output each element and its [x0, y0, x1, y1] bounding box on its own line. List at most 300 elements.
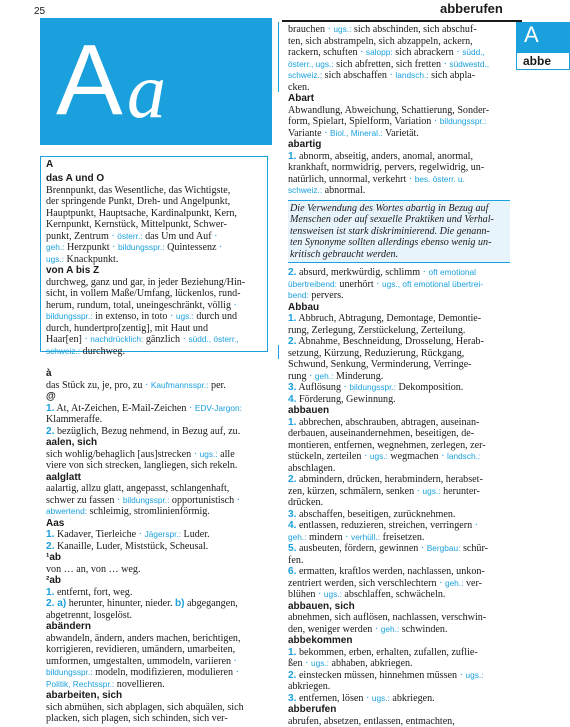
separator-dot: ·: [444, 59, 450, 70]
usage-label: ugs.:: [200, 449, 218, 459]
text-segment: schwinden.: [399, 624, 447, 635]
text-segment: derbauen, auseinandernehmen, beseitigen, de-: [288, 428, 474, 439]
usage-label: schweiz.:: [46, 346, 80, 356]
entry-line: [288, 371, 510, 383]
initial-letter-block: [40, 18, 272, 145]
separator-dot: ·: [219, 242, 222, 253]
text-segment: drücken.: [288, 497, 323, 508]
headword: abbauen, sich: [288, 601, 355, 612]
headword: abändern: [46, 621, 91, 632]
usage-label: Politik, Rechtsspr.:: [46, 679, 114, 689]
separator-dot: ·: [409, 174, 415, 185]
entry-line: [288, 647, 510, 659]
entry-line: [46, 702, 278, 714]
entry-line: [288, 116, 510, 128]
info-box: [40, 156, 268, 352]
usage-label: bildungsspr.:: [349, 382, 396, 392]
text-segment: viere von sich strecken, langliegen, sich rekeln.: [46, 460, 237, 471]
box-body: [46, 173, 267, 357]
entry-line: [46, 472, 278, 484]
separator-dot: ·: [344, 382, 350, 393]
separator-dot: ·: [441, 451, 447, 462]
text-segment: herunter, hinunter, nieder.: [66, 598, 175, 609]
separator-dot: ·: [328, 24, 334, 35]
usage-label: ugs.:: [46, 254, 64, 264]
usage-label: geh.:: [445, 578, 463, 588]
text-segment: einstecken müssen, hinnehmen müssen: [296, 670, 459, 681]
text-segment: novellieren.: [114, 679, 164, 690]
entry-line: [46, 277, 267, 289]
text-segment: Schwund, Senkung, Verminderung, Verringe-: [288, 359, 472, 370]
text-segment: korrigieren, revidieren, umändern, umarbeiten,: [46, 644, 235, 655]
sense-number: 1.: [288, 313, 296, 324]
text-segment: krankhaft, normwidrig, pervers, regelwidrig, un-: [288, 162, 484, 173]
entry-line: [46, 173, 267, 185]
text-segment: brauchen: [288, 24, 328, 35]
headword: Abbau: [288, 302, 319, 313]
text-segment: abmindern, drücken, herabmindern, herabset-: [296, 474, 482, 485]
separator-dot: ·: [434, 116, 440, 127]
usage-label: ugs.:: [333, 24, 351, 34]
entry-line: [46, 242, 267, 254]
text-segment: montieren, entfernen, wegnehmen, zerlegen, zer-: [288, 440, 486, 451]
sense-number: 2.: [288, 474, 296, 485]
separator-dot: ·: [389, 70, 395, 81]
text-segment: wegmachen: [388, 451, 441, 462]
entry-line: [46, 621, 278, 633]
text-segment: Förderung, Gewinnung.: [296, 394, 395, 405]
entry-line: [288, 635, 510, 647]
text-segment: fen.: [288, 555, 303, 566]
separator-dot: ·: [305, 658, 311, 669]
sense-number: 3.: [288, 693, 296, 704]
entry-line: [288, 70, 510, 82]
usage-label: landsch.:: [447, 451, 480, 461]
entry-line: [46, 208, 267, 220]
entry-line: [288, 509, 510, 521]
usage-label: Jägerspr.:: [145, 529, 181, 539]
text-segment: rackern, schuften: [288, 47, 360, 58]
text-segment: Brennpunkt, das Wesentliche, das Wichtigste,: [46, 185, 230, 196]
separator-dot: ·: [111, 231, 117, 242]
entry-line: [288, 716, 510, 727]
usage-label: Bergbau:: [427, 543, 461, 553]
entry-line: [288, 532, 510, 544]
separator-dot: ·: [214, 231, 217, 242]
entry-line: [46, 644, 278, 656]
entry-line: [46, 311, 267, 323]
entry-line: [288, 325, 510, 337]
entry-line: [288, 670, 510, 682]
text-segment: Abnahme, Beschneidung, Drosselung, Herab-: [296, 336, 484, 347]
text-segment: natürlich, unnormal, verkehrt: [288, 174, 409, 185]
column-right: [288, 24, 510, 727]
usage-label: Biol., Mineral.:: [330, 128, 383, 138]
entry-line: [288, 279, 510, 291]
text-segment: absurd, merkwürdig, schlimm: [296, 267, 422, 278]
sense-number: 6.: [288, 566, 296, 577]
usage-note-line: Die Verwendung des Wortes abartig in Bezug auf: [290, 203, 510, 215]
usage-label: Kaufmannsspr.:: [151, 380, 209, 390]
entry-line: [46, 185, 267, 197]
usage-label: geh.:: [381, 624, 399, 634]
sense-number: 2. a): [46, 598, 66, 609]
text-segment: sich abfretten, sich fretten: [334, 59, 444, 70]
entry-line: [46, 667, 278, 679]
text-segment: sich abpla-: [429, 70, 476, 81]
sense-number: 1.: [46, 529, 54, 540]
separator-dot: ·: [417, 486, 423, 497]
text-segment: abhaben, abkriegen.: [329, 658, 413, 669]
entry-line: [46, 368, 278, 380]
entry-line: [288, 474, 510, 486]
text-segment: rung: [288, 371, 309, 382]
entry-line: [288, 394, 510, 406]
separator-dot: ·: [145, 380, 151, 391]
text-segment: den, weniger werden: [288, 624, 375, 635]
entry-line: [46, 437, 278, 449]
entry-line: [288, 543, 510, 555]
sense-number: 2.: [46, 541, 54, 552]
entry-line: [46, 552, 278, 564]
usage-label: übertreibend:: [288, 279, 337, 289]
usage-label: südwestd.,: [449, 59, 489, 69]
sense-number: 2.: [288, 670, 296, 681]
usage-note: [288, 200, 510, 264]
entry-line: [46, 219, 267, 231]
column-left: [46, 368, 278, 725]
usage-label: bend:: [288, 290, 309, 300]
entry-line: [288, 128, 510, 140]
text-segment: gänzlich: [143, 334, 182, 345]
text-segment: in extenso, in toto: [93, 311, 170, 322]
separator-dot: ·: [139, 529, 145, 540]
entry-line: [46, 449, 278, 461]
sense-number: 3.: [288, 509, 296, 520]
headword: abartig: [288, 139, 321, 150]
text-segment: pervers.: [309, 290, 344, 301]
text-segment: abschlagen.: [288, 463, 335, 474]
usage-label: ugs.:: [176, 311, 194, 321]
entry-line: [46, 575, 278, 587]
usage-label: EDV-Jargon:: [195, 403, 242, 413]
usage-label: geh.:: [46, 242, 64, 252]
text-segment: Kanaille, Luder, Miststück, Scheusal.: [54, 541, 208, 552]
text-segment: das Um und Auf: [143, 231, 215, 242]
usage-label: südd., österr.,: [188, 334, 238, 344]
usage-label: ugs.:: [370, 451, 388, 461]
sense-number: 3.: [288, 382, 296, 393]
usage-label: oft emotional: [428, 267, 476, 277]
usage-label: bildungsspr.:: [440, 116, 487, 126]
text-segment: blühen: [288, 589, 318, 600]
text-segment: entlassen, reduzieren, streichen, verringern: [296, 520, 474, 531]
sense-number: 1.: [288, 417, 296, 428]
separator-dot: ·: [364, 451, 370, 462]
separator-dot: ·: [234, 656, 237, 667]
headword: aalglatt: [46, 472, 81, 483]
entry-line: [288, 589, 510, 601]
text-segment: Luder.: [181, 529, 210, 540]
text-segment: ten, sich abstrampeln, sich abzappeln, ackern,: [288, 36, 473, 47]
thumb-index-tab[interactable]: [516, 22, 570, 70]
text-segment: abschlaffen, schwächeln.: [342, 589, 446, 600]
text-segment: ausbeuten, fördern, gewinnen: [296, 543, 420, 554]
text-segment: bekommen, erben, erhalten, zufallen, zuflie-: [296, 647, 477, 658]
text-segment: cken.: [288, 82, 310, 93]
text-segment: per.: [209, 380, 226, 391]
separator-dot: ·: [439, 578, 445, 589]
text-segment: von … an, von … weg.: [46, 564, 140, 575]
entry-line: [288, 59, 510, 71]
headword: ¹ab: [46, 552, 61, 563]
headword: abarbeiten, sich: [46, 690, 122, 701]
usage-label: verhüll.:: [351, 532, 380, 542]
usage-label: schweiz.:: [288, 70, 322, 80]
entry-line: [46, 254, 267, 266]
top-rule: [282, 20, 522, 22]
text-segment: zentriert werden, sich verschlechtern: [288, 578, 439, 589]
separator-dot: ·: [194, 449, 200, 460]
entry-line: [288, 440, 510, 452]
separator-dot: ·: [376, 279, 382, 290]
usage-label: südd.,: [462, 47, 485, 57]
entry-line: [46, 598, 278, 610]
entry-line: [46, 564, 278, 576]
headword: aalen, sich: [46, 437, 97, 448]
entry-line: [288, 313, 510, 325]
column-separator-mid: [278, 345, 279, 359]
text-segment: durch und: [194, 311, 237, 322]
separator-dot: ·: [475, 520, 478, 531]
entry-line: [288, 463, 510, 475]
usage-label: ugs.:: [372, 693, 390, 703]
usage-note-line: tensweisen ist stark diskriminierend. Die genann-: [290, 226, 510, 238]
page-number: 25: [34, 6, 45, 17]
tab-letter: A: [524, 22, 539, 48]
text-segment: entfernt, fort, weg.: [54, 587, 132, 598]
entry-line: [46, 460, 278, 472]
initial-capital: A: [56, 30, 123, 130]
entry-line: [288, 267, 510, 279]
text-segment: sicht, in vollem Maße/Umfang, lückenlos, rund-: [46, 288, 241, 299]
text-segment: sich abschaffen: [322, 70, 389, 81]
entry-line: [46, 265, 267, 277]
entry-line: [46, 403, 278, 415]
entry-line: [288, 693, 510, 705]
usage-label: bildungsspr.:: [118, 242, 165, 252]
entry-line: [288, 336, 510, 348]
entry-line: [46, 380, 278, 392]
entry-line: [46, 414, 278, 426]
separator-dot: ·: [360, 47, 366, 58]
entry-line: [288, 139, 510, 151]
separator-dot: ·: [324, 128, 330, 139]
text-segment: Varietät.: [383, 128, 419, 139]
headword: Abart: [288, 93, 314, 104]
entry-line: [288, 555, 510, 567]
headword: abbauen: [288, 405, 329, 416]
usage-label: geh.:: [315, 371, 333, 381]
entry-line: [46, 346, 267, 358]
entry-line: [288, 405, 510, 417]
text-segment: sich abschinden, sich abschuf-: [351, 24, 476, 35]
text-segment: abrufen, absetzen, entlassen, entmachten,: [288, 716, 455, 727]
entry-line: [46, 506, 278, 518]
entry-line: [288, 451, 510, 463]
initial-lowercase: a: [127, 52, 166, 130]
separator-dot: ·: [421, 543, 427, 554]
entry-line: [288, 359, 510, 371]
headword: à: [46, 368, 52, 379]
separator-dot: ·: [112, 242, 118, 253]
separator-dot: ·: [318, 589, 324, 600]
usage-label: nachdrücklich:: [90, 334, 143, 344]
text-segment: sich abmühen, sich abplagen, sich abquälen, sich: [46, 702, 244, 713]
text-segment: placken, sich plagen, sich schinden, sich ver-: [46, 713, 228, 724]
entry-line: [46, 690, 278, 702]
separator-dot: ·: [309, 371, 315, 382]
entry-line: [46, 529, 278, 541]
separator-dot: ·: [236, 667, 239, 678]
text-segment: umformen, umgestalten, ummodeln, variieren: [46, 656, 234, 667]
text-segment: abschaffen, beseitigen, zurücknehmen.: [296, 509, 455, 520]
sense-number: 4.: [288, 520, 296, 531]
sense-number: 5.: [288, 543, 296, 554]
sense-number: 1.: [46, 403, 54, 414]
text-segment: Herzpunkt: [64, 242, 112, 253]
text-segment: schür-: [460, 543, 488, 554]
separator-dot: ·: [456, 47, 462, 58]
text-segment: durch, hundertpro[zentig], mit Haut und: [46, 323, 208, 334]
text-segment: Kernpunkt, Kernstück, Mittelpunkt, Schwer-: [46, 219, 227, 230]
text-segment: abnormal.: [322, 185, 365, 196]
entry-line: [46, 196, 267, 208]
text-segment: Knackpunkt.: [64, 254, 118, 265]
entry-line: [288, 601, 510, 613]
text-segment: opportunistisch: [169, 495, 236, 506]
entry-line: [46, 288, 267, 300]
text-segment: abbrechen, abschrauben, abtragen, auseinan-: [296, 417, 479, 428]
entry-line: [46, 483, 278, 495]
entry-line: [288, 612, 510, 624]
text-segment: der springende Punkt, Dreh- und Angelpunkt,: [46, 196, 230, 207]
sense-number: b): [175, 598, 185, 609]
entry-line: [46, 495, 278, 507]
usage-label: abwertend:: [46, 506, 87, 516]
entry-line: [288, 566, 510, 578]
text-segment: bezüglich, Bezug nehmend, in Bezug auf, zu.: [54, 426, 240, 437]
text-segment: form, Spielart, Spielform, Variation: [288, 116, 434, 127]
headword: abberufen: [288, 704, 336, 715]
entry-line: [288, 681, 510, 693]
entry-line: [46, 231, 267, 243]
entry-line: [288, 47, 510, 59]
usage-label: österr., ugs.:: [288, 59, 334, 69]
text-segment: ver-: [463, 578, 482, 589]
usage-label: bildungsspr.:: [46, 311, 93, 321]
separator-dot: ·: [117, 495, 123, 506]
entry-line: [288, 93, 510, 105]
text-segment: durchweg, ganz und gar, in jeder Beziehung/Hin-: [46, 277, 245, 288]
entry-line: [288, 82, 510, 94]
entry-line: [46, 610, 278, 622]
headword: von A bis Z: [46, 265, 99, 276]
entry-line: [46, 300, 267, 312]
text-segment: Abbruch, Abtragung, Demontage, Demontie-: [296, 313, 481, 324]
text-segment: durchweg.: [80, 346, 125, 357]
entry-line: [288, 174, 510, 186]
separator-dot: ·: [237, 495, 240, 506]
text-segment: Haar[en]: [46, 334, 84, 345]
text-segment: Dekomposition.: [396, 382, 463, 393]
separator-dot: ·: [189, 403, 195, 414]
entry-line: [288, 624, 510, 636]
entry-line: [288, 290, 510, 302]
entry-line: [288, 417, 510, 429]
entry-line: [288, 428, 510, 440]
sense-number: 1.: [288, 151, 296, 162]
entry-line: [288, 162, 510, 174]
text-segment: Auflösung: [296, 382, 343, 393]
entry-line: [288, 302, 510, 314]
entry-line: [288, 382, 510, 394]
text-segment: Abwandlung, Abweichung, Schattierung, Sonder-: [288, 105, 489, 116]
entry-line: [288, 24, 510, 36]
entry-line: [46, 633, 278, 645]
entry-line: [288, 105, 510, 117]
entry-line: [288, 185, 510, 197]
entry-line: [46, 541, 278, 553]
text-segment: abnehmen, sich auflösen, nachlassen, verschwin-: [288, 612, 486, 623]
headword: ²ab: [46, 575, 61, 586]
entry-line: [46, 587, 278, 599]
text-segment: ermatten, kraftlos werden, nachlassen, unkon-: [296, 566, 484, 577]
text-segment: herunter-: [441, 486, 480, 497]
entry-line: [288, 658, 510, 670]
headword: Aas: [46, 518, 64, 529]
text-segment: sich abrackern: [393, 47, 457, 58]
text-segment: abwandeln, ändern, anders machen, berichtigen,: [46, 633, 241, 644]
entry-line: [288, 520, 510, 532]
text-segment: Quintessenz: [165, 242, 219, 253]
usage-label: ugs., oft emotional übertrei-: [382, 279, 483, 289]
text-segment: abgetrennt, losgelöst.: [46, 610, 132, 621]
text-segment: schwer zu fassen: [46, 495, 117, 506]
usage-label: geh.:: [288, 532, 306, 542]
entry-line: [288, 486, 510, 498]
headword: abbekommen: [288, 635, 352, 646]
tab-abbrev: abbe: [516, 52, 570, 70]
text-segment: abkriegen.: [288, 681, 330, 692]
text-segment: das Stück zu, je, pro, zu: [46, 380, 145, 391]
text-segment: herum, rundum, total, uneingeschränkt, völlig: [46, 300, 234, 311]
separator-dot: ·: [460, 670, 466, 681]
text-segment: rung, Zerlegung, Zerstückelung, Zerteilung.: [288, 325, 465, 336]
text-segment: abnorm, abseitig, anders, anomal, anormal,: [296, 151, 473, 162]
text-segment: punkt, Zentrum: [46, 231, 111, 242]
usage-label: landsch.:: [395, 70, 428, 80]
separator-dot: ·: [234, 300, 237, 311]
sense-number: 1.: [288, 647, 296, 658]
headword: das A und O: [46, 173, 104, 184]
text-segment: stückeln, zerteilen: [288, 451, 364, 462]
usage-label: ugs.:: [465, 670, 483, 680]
entry-line: [46, 679, 278, 691]
entry-line: [46, 323, 267, 335]
text-segment: zen, kürzen, schmälern, senken: [288, 486, 417, 497]
text-segment: Variante: [288, 128, 324, 139]
